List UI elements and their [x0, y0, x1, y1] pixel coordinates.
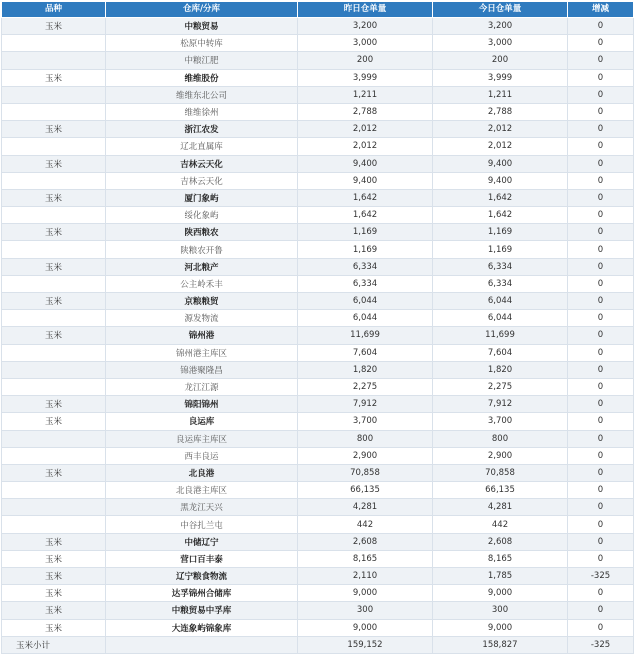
cell-warehouse: 锦州港主库区	[106, 344, 298, 361]
cell-today: 800	[433, 430, 568, 447]
cell-change: 0	[568, 464, 634, 481]
cell-change: 0	[568, 69, 634, 86]
cell-warehouse: 锦港聚隆昌	[106, 361, 298, 378]
cell-today: 300	[433, 602, 568, 619]
cell-change: -325	[568, 568, 634, 585]
cell-variety	[2, 344, 106, 361]
table-row	[2, 619, 634, 636]
cell-variety	[2, 86, 106, 103]
cell-warehouse: 黑龙江天兴	[106, 499, 298, 516]
cell-variety	[2, 275, 106, 292]
cell-variety: 玉米	[2, 533, 106, 550]
cell-change: 0	[568, 207, 634, 224]
cell-change: 0	[568, 447, 634, 464]
table-row	[2, 52, 634, 69]
total-warehouse	[106, 636, 298, 653]
total-row	[2, 636, 634, 653]
cell-today: 2,012	[433, 121, 568, 138]
cell-change: 0	[568, 585, 634, 602]
cell-change: 0	[568, 275, 634, 292]
cell-today: 11,699	[433, 327, 568, 344]
cell-yesterday: 3,700	[298, 413, 433, 430]
header-change[interactable]: 增减	[568, 2, 634, 18]
table-row	[2, 602, 634, 619]
cell-change: 0	[568, 327, 634, 344]
cell-change: 0	[568, 482, 634, 499]
header-yesterday[interactable]: 昨日仓单量	[298, 2, 433, 18]
cell-warehouse: 中粮贸易	[106, 18, 298, 35]
cell-variety	[2, 516, 106, 533]
cell-warehouse: 陕粮农开鲁	[106, 241, 298, 258]
cell-change: 0	[568, 293, 634, 310]
header-variety[interactable]: 品种	[2, 2, 106, 18]
cell-today: 1,169	[433, 241, 568, 258]
cell-variety: 玉米	[2, 69, 106, 86]
cell-warehouse: 吉林云天化	[106, 172, 298, 189]
cell-change: 0	[568, 52, 634, 69]
cell-yesterday: 7,604	[298, 344, 433, 361]
total-yesterday: 159,152	[298, 636, 433, 653]
table-row	[2, 585, 634, 602]
cell-change: 0	[568, 413, 634, 430]
cell-variety	[2, 241, 106, 258]
cell-yesterday: 800	[298, 430, 433, 447]
cell-warehouse: 西丰良运	[106, 447, 298, 464]
cell-warehouse: 中储辽宁	[106, 533, 298, 550]
cell-today: 442	[433, 516, 568, 533]
cell-today: 2,608	[433, 533, 568, 550]
table-row	[2, 327, 634, 344]
cell-change: 0	[568, 258, 634, 275]
cell-warehouse: 良运库	[106, 413, 298, 430]
table-row	[2, 138, 634, 155]
cell-yesterday: 2,012	[298, 138, 433, 155]
cell-change: 0	[568, 189, 634, 206]
table-row	[2, 413, 634, 430]
table-row	[2, 533, 634, 550]
cell-variety: 玉米	[2, 550, 106, 567]
cell-yesterday: 1,642	[298, 207, 433, 224]
cell-warehouse: 中粮贸易中孚库	[106, 602, 298, 619]
cell-warehouse: 中粮江肥	[106, 52, 298, 69]
cell-change: 0	[568, 499, 634, 516]
table-row	[2, 378, 634, 395]
cell-yesterday: 4,281	[298, 499, 433, 516]
cell-yesterday: 3,999	[298, 69, 433, 86]
table-row	[2, 258, 634, 275]
cell-yesterday: 2,788	[298, 103, 433, 120]
cell-variety: 玉米	[2, 396, 106, 413]
cell-yesterday: 6,044	[298, 310, 433, 327]
cell-variety	[2, 310, 106, 327]
cell-yesterday: 1,169	[298, 224, 433, 241]
cell-today: 6,044	[433, 293, 568, 310]
cell-change: 0	[568, 86, 634, 103]
cell-yesterday: 2,608	[298, 533, 433, 550]
cell-warehouse: 源发物流	[106, 310, 298, 327]
cell-today: 2,012	[433, 138, 568, 155]
cell-yesterday: 66,135	[298, 482, 433, 499]
cell-today: 3,000	[433, 35, 568, 52]
cell-variety	[2, 482, 106, 499]
cell-yesterday: 1,642	[298, 189, 433, 206]
cell-today: 1,169	[433, 224, 568, 241]
cell-warehouse: 松原中转库	[106, 35, 298, 52]
table-row	[2, 430, 634, 447]
table-row	[2, 207, 634, 224]
cell-yesterday: 9,400	[298, 172, 433, 189]
cell-variety: 玉米	[2, 413, 106, 430]
cell-warehouse: 公主岭禾丰	[106, 275, 298, 292]
cell-yesterday: 1,211	[298, 86, 433, 103]
cell-change: 0	[568, 378, 634, 395]
cell-today: 3,200	[433, 18, 568, 35]
cell-variety: 玉米	[2, 189, 106, 206]
cell-today: 9,400	[433, 155, 568, 172]
table-row	[2, 482, 634, 499]
cell-warehouse: 维维东北公司	[106, 86, 298, 103]
total-today: 158,827	[433, 636, 568, 653]
table-row	[2, 447, 634, 464]
cell-today: 3,999	[433, 69, 568, 86]
cell-warehouse: 浙江农发	[106, 121, 298, 138]
cell-today: 8,165	[433, 550, 568, 567]
cell-variety: 玉米	[2, 585, 106, 602]
table-row	[2, 275, 634, 292]
cell-yesterday: 9,000	[298, 619, 433, 636]
cell-warehouse: 辽北直属库	[106, 138, 298, 155]
cell-variety	[2, 35, 106, 52]
table-row	[2, 241, 634, 258]
table-row	[2, 516, 634, 533]
cell-variety: 玉米	[2, 224, 106, 241]
table-row	[2, 499, 634, 516]
cell-change: 0	[568, 121, 634, 138]
cell-today: 2,788	[433, 103, 568, 120]
header-warehouse[interactable]: 仓库/分库	[106, 2, 298, 18]
table-row	[2, 568, 634, 585]
cell-today: 66,135	[433, 482, 568, 499]
cell-yesterday: 8,165	[298, 550, 433, 567]
cell-yesterday: 1,169	[298, 241, 433, 258]
cell-warehouse: 北良港	[106, 464, 298, 481]
table-row	[2, 69, 634, 86]
cell-yesterday: 442	[298, 516, 433, 533]
cell-yesterday: 7,912	[298, 396, 433, 413]
cell-variety	[2, 447, 106, 464]
table-row	[2, 189, 634, 206]
table-row	[2, 293, 634, 310]
cell-variety: 玉米	[2, 155, 106, 172]
cell-warehouse: 北良港主库区	[106, 482, 298, 499]
cell-today: 6,334	[433, 258, 568, 275]
cell-yesterday: 11,699	[298, 327, 433, 344]
cell-today: 1,820	[433, 361, 568, 378]
cell-warehouse: 京粮粮贸	[106, 293, 298, 310]
cell-change: 0	[568, 241, 634, 258]
cell-today: 2,275	[433, 378, 568, 395]
cell-change: 0	[568, 430, 634, 447]
cell-change: 0	[568, 396, 634, 413]
cell-warehouse: 河北粮产	[106, 258, 298, 275]
header-today[interactable]: 今日仓单量	[433, 2, 568, 18]
cell-warehouse: 大连象屿锦象库	[106, 619, 298, 636]
cell-warehouse: 良运库主库区	[106, 430, 298, 447]
cell-warehouse: 龙江江源	[106, 378, 298, 395]
cell-variety: 玉米	[2, 602, 106, 619]
table-row	[2, 464, 634, 481]
table-row	[2, 172, 634, 189]
cell-warehouse: 达孚锦州合储库	[106, 585, 298, 602]
cell-warehouse: 维维股份	[106, 69, 298, 86]
cell-today: 2,900	[433, 447, 568, 464]
cell-variety	[2, 207, 106, 224]
cell-change: 0	[568, 619, 634, 636]
cell-yesterday: 300	[298, 602, 433, 619]
cell-yesterday: 2,110	[298, 568, 433, 585]
cell-change: 0	[568, 310, 634, 327]
cell-today: 7,604	[433, 344, 568, 361]
cell-change: 0	[568, 361, 634, 378]
table-row	[2, 310, 634, 327]
cell-variety: 玉米	[2, 121, 106, 138]
cell-change: 0	[568, 155, 634, 172]
cell-yesterday: 2,900	[298, 447, 433, 464]
cell-yesterday: 3,200	[298, 18, 433, 35]
cell-change: 0	[568, 344, 634, 361]
table-row	[2, 224, 634, 241]
cell-warehouse: 吉林云天化	[106, 155, 298, 172]
cell-variety	[2, 138, 106, 155]
cell-yesterday: 6,334	[298, 258, 433, 275]
cell-change: 0	[568, 516, 634, 533]
cell-variety: 玉米	[2, 258, 106, 275]
cell-warehouse: 辽宁粮食物流	[106, 568, 298, 585]
cell-change: 0	[568, 35, 634, 52]
cell-today: 3,700	[433, 413, 568, 430]
cell-warehouse: 中谷扎兰屯	[106, 516, 298, 533]
cell-variety	[2, 499, 106, 516]
cell-warehouse: 绥化象屿	[106, 207, 298, 224]
cell-change: 0	[568, 550, 634, 567]
cell-today: 1,642	[433, 189, 568, 206]
cell-warehouse: 锦阳锦州	[106, 396, 298, 413]
table-row	[2, 361, 634, 378]
cell-variety	[2, 430, 106, 447]
cell-today: 1,211	[433, 86, 568, 103]
table-row	[2, 35, 634, 52]
cell-today: 6,334	[433, 275, 568, 292]
cell-today: 9,400	[433, 172, 568, 189]
cell-yesterday: 1,820	[298, 361, 433, 378]
cell-today: 1,785	[433, 568, 568, 585]
cell-today: 9,000	[433, 585, 568, 602]
cell-warehouse: 营口百丰泰	[106, 550, 298, 567]
table-row	[2, 103, 634, 120]
cell-warehouse: 陕西粮农	[106, 224, 298, 241]
cell-today: 4,281	[433, 499, 568, 516]
warehouse-receipt-table	[1, 1, 634, 654]
cell-yesterday: 2,012	[298, 121, 433, 138]
total-variety: 玉米小计	[2, 636, 106, 653]
cell-variety	[2, 52, 106, 69]
table-row	[2, 550, 634, 567]
cell-warehouse: 锦州港	[106, 327, 298, 344]
table-row	[2, 155, 634, 172]
cell-warehouse: 厦门象屿	[106, 189, 298, 206]
cell-variety	[2, 103, 106, 120]
cell-variety: 玉米	[2, 464, 106, 481]
cell-today: 70,858	[433, 464, 568, 481]
cell-yesterday: 2,275	[298, 378, 433, 395]
cell-variety	[2, 378, 106, 395]
cell-variety	[2, 172, 106, 189]
cell-yesterday: 6,044	[298, 293, 433, 310]
cell-today: 1,642	[433, 207, 568, 224]
cell-variety: 玉米	[2, 18, 106, 35]
cell-yesterday: 3,000	[298, 35, 433, 52]
cell-today: 7,912	[433, 396, 568, 413]
cell-change: 0	[568, 138, 634, 155]
cell-yesterday: 9,000	[298, 585, 433, 602]
cell-variety: 玉米	[2, 619, 106, 636]
table-row	[2, 86, 634, 103]
cell-variety: 玉米	[2, 327, 106, 344]
cell-today: 200	[433, 52, 568, 69]
table-row	[2, 344, 634, 361]
table-row	[2, 18, 634, 35]
cell-yesterday: 6,334	[298, 275, 433, 292]
cell-change: 0	[568, 602, 634, 619]
cell-yesterday: 9,400	[298, 155, 433, 172]
cell-change: 0	[568, 533, 634, 550]
cell-change: 0	[568, 103, 634, 120]
cell-change: 0	[568, 18, 634, 35]
cell-variety	[2, 361, 106, 378]
total-change: -325	[568, 636, 634, 653]
cell-yesterday: 200	[298, 52, 433, 69]
cell-change: 0	[568, 224, 634, 241]
cell-yesterday: 70,858	[298, 464, 433, 481]
cell-change: 0	[568, 172, 634, 189]
table-row	[2, 121, 634, 138]
cell-variety: 玉米	[2, 568, 106, 585]
cell-variety: 玉米	[2, 293, 106, 310]
cell-today: 6,044	[433, 310, 568, 327]
table-row	[2, 396, 634, 413]
cell-today: 9,000	[433, 619, 568, 636]
cell-warehouse: 维维徐州	[106, 103, 298, 120]
header-row	[2, 2, 634, 18]
